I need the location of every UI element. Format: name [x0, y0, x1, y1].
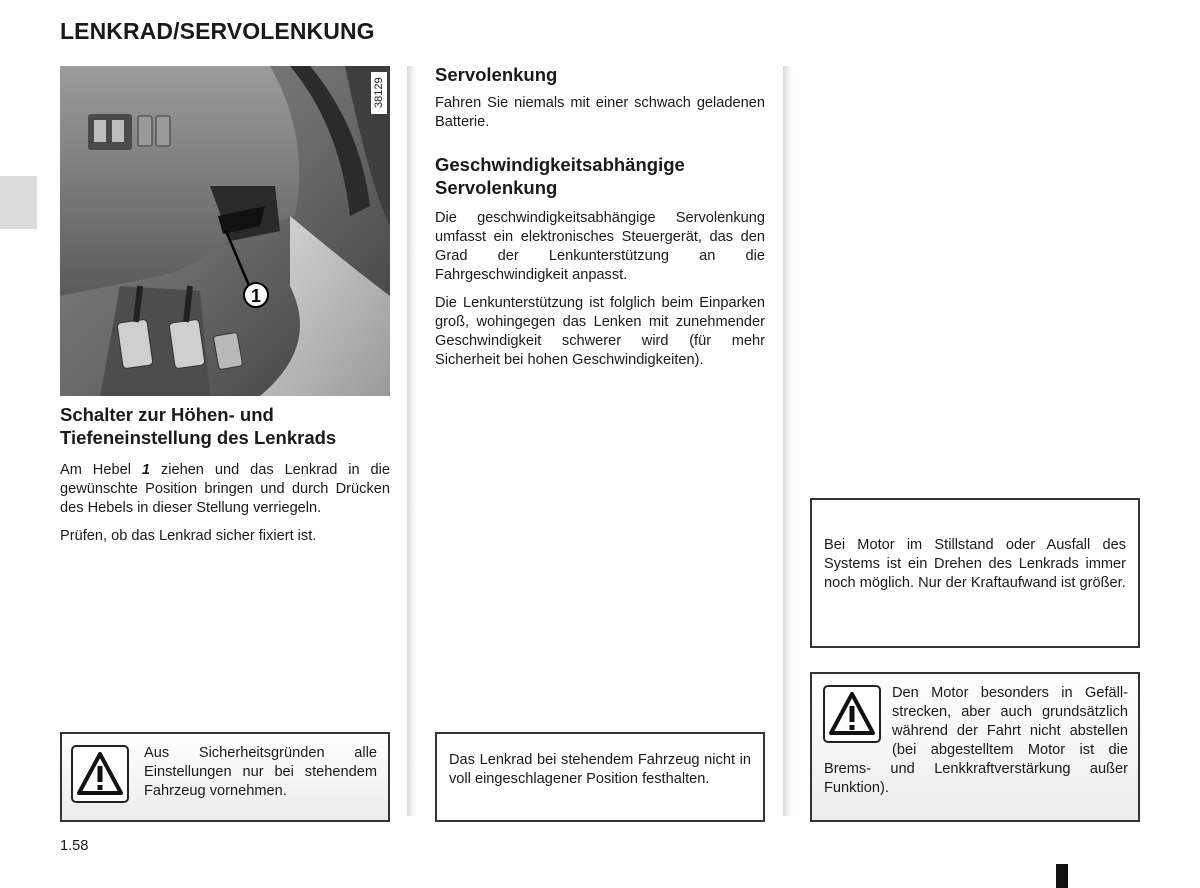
- paragraph-check-fixed: Prüfen, ob das Lenkrad sicher fixiert ist.: [60, 528, 317, 544]
- photo-reference-code: 38129: [371, 72, 387, 114]
- icon-float-spacer: [824, 684, 892, 750]
- paragraph-battery: Fahren Sie niemals mit einer schwach geladenen Batterie.: [435, 95, 765, 130]
- warning-triangle-icon: [71, 745, 129, 803]
- page-title: LENKRAD/SERVOLENKUNG: [60, 18, 375, 44]
- paragraph-speed-dependent-2: Die Lenkunterstützung ist folglich beim Einparken groß, wohingegen das Lenken mit zunehmender Geschwindigkeit schwerer wird (für mehr Sicherheit bei hohen Geschwindigkeiten).: [435, 295, 765, 368]
- heading-speed-dependent: Geschwindigkeitsabhängige Servolenkung: [435, 154, 685, 198]
- note-text-middle: Das Lenkrad bei stehendem Fahrzeug nicht in voll eingeschlagener Position festhalten.: [449, 752, 751, 787]
- heading-servolenkung: Servolenkung: [435, 64, 558, 85]
- warning-text-right: Den Motor besonders in Gefällstrecken, aber auch grundsätzlich während der Fahrt nicht abstellen (bei abgestelltem Motor ist die Brems- und Lenkkraftverstärkung außer Funktion).: [824, 685, 1128, 796]
- note-text-right: Bei Motor im Stillstand oder Ausfall des Systems ist ein Drehen des Lenkrads immer noch möglich. Nur der Kraftaufwand ist größer.: [824, 537, 1126, 591]
- column-divider-left: [407, 66, 417, 816]
- column-divider-right: [783, 66, 793, 816]
- section-tab-marker: [0, 176, 37, 229]
- note-box-right: [810, 498, 1140, 648]
- warning-box-right: [810, 672, 1140, 822]
- page-corner-marker: [1056, 864, 1068, 888]
- middle-column: [435, 63, 765, 370]
- heading-steering-adjustment: Schalter zur Höhen- und Tiefeneinstellung des Lenkrads: [60, 404, 337, 448]
- steering-lever-photo: [60, 66, 390, 396]
- paragraph-speed-dependent-1: Die geschwindigkeitsabhängige Servolenkung umfasst ein elektronisches Steuergerät, das den Grad der Lenkunterstützung an die Fahrgeschwindigkeit anpasst.: [435, 210, 765, 283]
- warning-text-left: Aus Sicherheitsgründen alle Einstellungen nur bei stehendem Fahrzeug vornehmen.: [144, 745, 377, 799]
- lever-reference: 1: [141, 462, 150, 478]
- page-number: 1.58: [60, 838, 89, 854]
- paragraph-lever-instructions: Am Hebel 1 ziehen und das Lenkrad in die gewünschte Position bringen und durch Drücken des Hebels in dieser Stellung verriegeln.: [60, 462, 390, 516]
- note-box-middle: [435, 732, 765, 822]
- left-column: [60, 403, 390, 546]
- warning-box-left: [60, 732, 390, 822]
- photo-callout-number: 1: [250, 286, 262, 306]
- warning-text-right-wrap: [824, 684, 1128, 798]
